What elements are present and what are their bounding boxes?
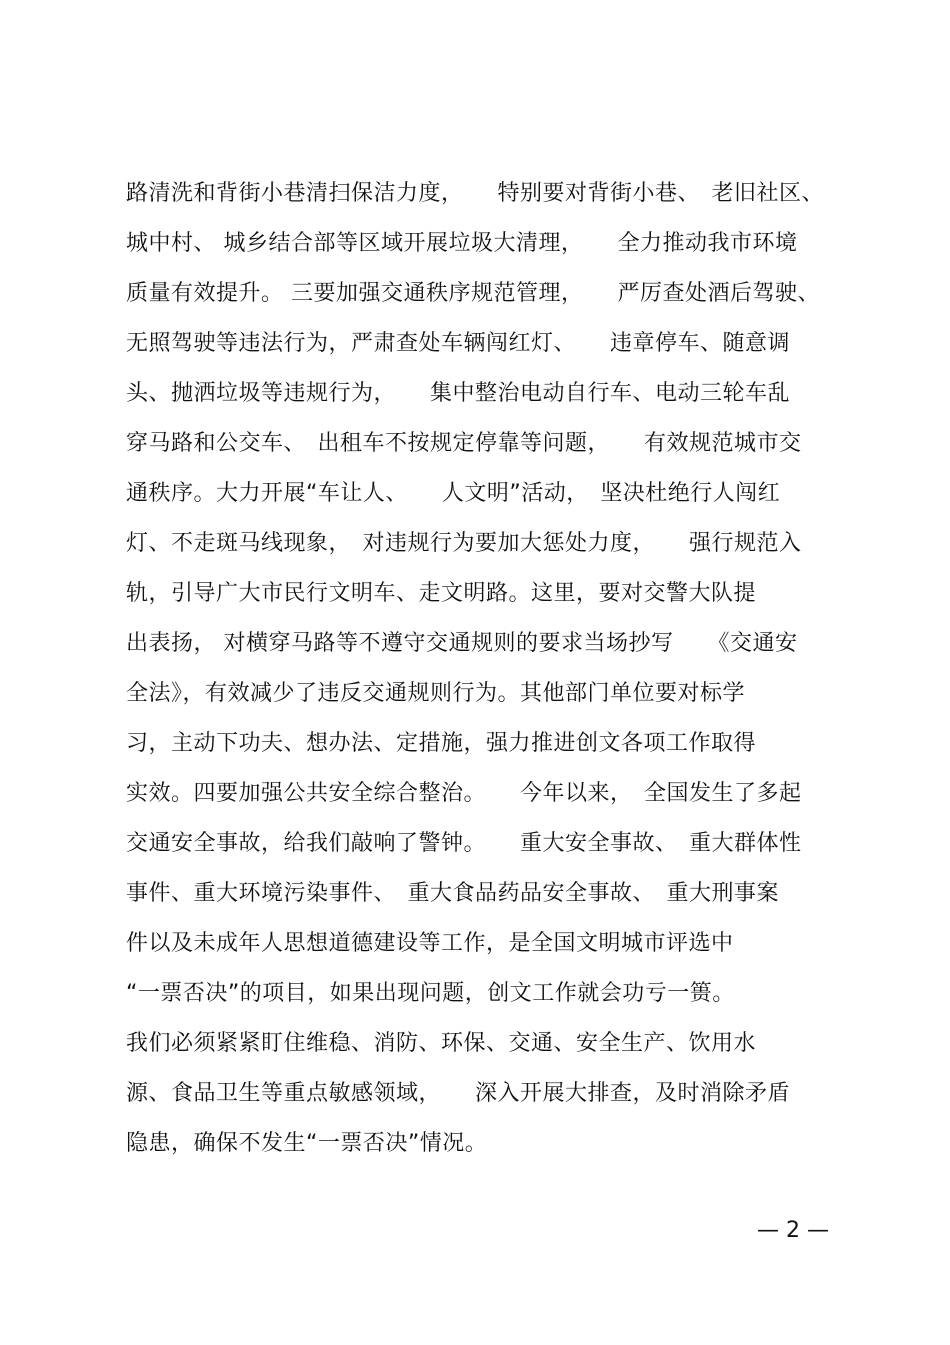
text-line: 源、食品卫生等重点敏感领域， 深入开展大排查，及时消除矛盾 <box>126 1081 791 1106</box>
text-line: 习，主动下功夫、想办法、定措施，强力推进创文各项工作取得 <box>126 731 757 756</box>
text-line: 实效。四要加强公共安全综合整治。 今年以来， 全国发生了多起 <box>126 781 802 806</box>
text-line: 头、抛洒垃圾等违规行为， 集中整治电动自行车、电动三轮车乱 <box>126 381 791 406</box>
text-line: 交通安全事故，给我们敲响了警钟。 重大安全事故、 重大群体性 <box>126 831 802 856</box>
text-line: 通秩序。大力开展“车让人、 人文明”活动， 坚决杜绝行人闯红 <box>126 481 781 506</box>
text-line: 质量有效提升。 三要加强交通秩序规范管理， 严厉查处酒后驾驶、 <box>126 281 820 306</box>
text-line: 隐患，确保不发生“一票否决”情况。 <box>126 1131 488 1156</box>
text-line: 件以及未成年人思想道德建设等工作，是全国文明城市评选中 <box>126 931 734 956</box>
text-line: 轨，引导广大市民行文明车、走文明路。这里，要对交警大队提 <box>126 581 757 606</box>
text-line: 事件、重大环境污染事件、 重大食品药品安全事故、 重大刑事案 <box>126 881 780 906</box>
body-text <box>126 174 836 1174</box>
text-line: 穿马路和公交车、 出租车不按规定停靠等问题， 有效规范城市交 <box>126 431 802 456</box>
text-line: 灯、不走斑马线现象， 对违规行为要加大惩处力度， 强行规范入 <box>126 531 802 556</box>
text-line: 全法》，有效减少了违反交通规则行为。其他部门单位要对标学 <box>126 681 746 706</box>
text-line: 城中村、 城乡结合部等区域开展垃圾大清理， 全力推动我市环境 <box>126 231 798 256</box>
text-line: 路清洗和背街小巷清扫保洁力度， 特别要对背街小巷、 老旧社区、 <box>126 181 825 206</box>
text-line: 出表扬， 对横穿马路等不遵守交通规则的要求当场抄写 《交通安 <box>126 631 798 656</box>
text-line: 我们必须紧紧盯住维稳、消防、环保、交通、安全生产、饮用水 <box>126 1031 757 1056</box>
page-number: — 2 — <box>757 1218 829 1243</box>
text-line: 无照驾驶等违法行为，严肃查处车辆闯红灯、 违章停车、随意调 <box>126 331 791 356</box>
text-line: “一票否决”的项目，如果出现问题，创文工作就会功亏一篑。 <box>126 981 735 1006</box>
